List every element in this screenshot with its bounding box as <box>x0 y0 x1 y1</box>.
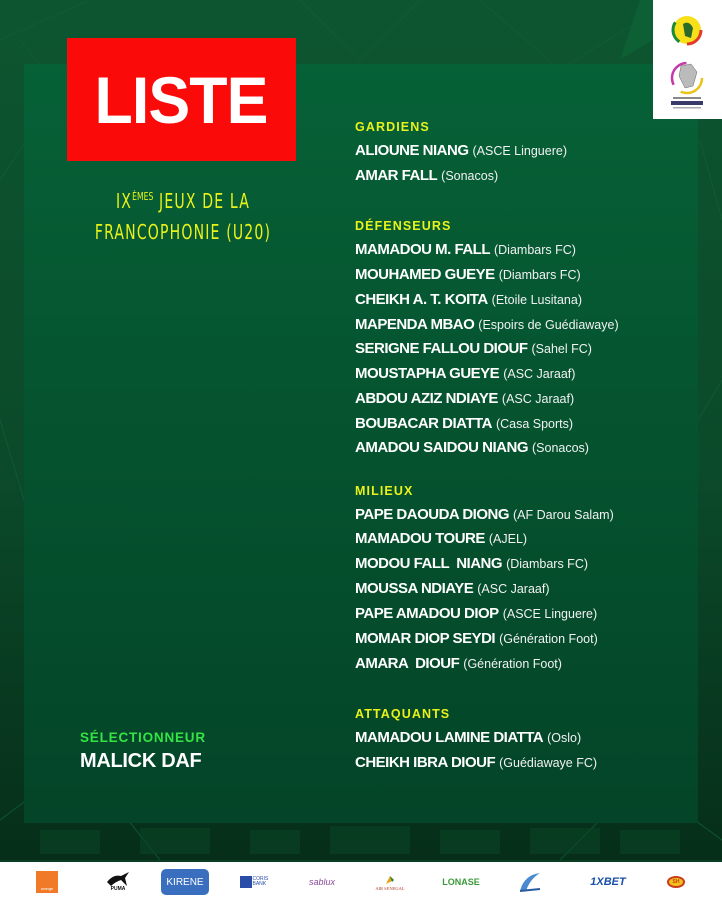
page-title: LISTE <box>95 62 268 137</box>
player-row: CHEIKH IBRA DIOUF (Guédiawaye FC) <box>355 754 598 771</box>
section-title-gardiens: GARDIENS <box>355 120 430 134</box>
player-row: MOMAR DIOP SEYDI (Génération Foot) <box>355 630 598 647</box>
player-row: MOUSSA NDIAYE (ASC Jaraaf) <box>355 580 550 597</box>
section-title-attaquants: ATTAQUANTS <box>355 707 451 721</box>
player-row: BOUBACAR DIATTA (Casa Sports) <box>355 415 574 432</box>
title-banner <box>67 38 296 161</box>
player-row: MAMADOU M. FALL (Diambars FC) <box>355 241 576 258</box>
player-row: SERIGNE FALLOU DIOUF (Sahel FC) <box>355 340 592 357</box>
player-row: MOUHAMED GUEYE (Diambars FC) <box>355 266 581 283</box>
sponsor-orange-logo-icon: orange <box>33 862 61 900</box>
sponsor-sh-logo-icon: SH <box>663 862 689 900</box>
kinshasa-2023-logo-icon <box>671 63 703 109</box>
player-row: MODOU FALL NIANG (Diambars FC) <box>355 555 589 572</box>
player-row: MAMADOU LAMINE DIATTA (Oslo) <box>355 729 582 746</box>
player-row: PAPE DAOUDA DIONG (AF Darou Salam) <box>355 506 614 523</box>
sponsor-air-senegal-logo-icon: AIR SENEGAL <box>370 862 410 900</box>
player-row: ABDOU AZIZ NDIAYE (ASC Jaraaf) <box>355 390 575 407</box>
event-title-line-1: IXÈMES JEUX DE LA <box>115 189 250 213</box>
player-row: MAPENDA MBAO (Espoirs de Guédiawaye) <box>355 316 619 333</box>
section-title-defenseurs: DÉFENSEURS <box>355 219 452 233</box>
sponsor-puma-logo-icon: PUMA <box>100 862 136 900</box>
logo-panel <box>653 0 722 119</box>
player-row: ALIOUNE NIANG (ASCE Linguere) <box>355 142 567 159</box>
sponsor-blue-wing-logo-icon <box>516 862 544 900</box>
section-title-milieux: MILIEUX <box>355 484 414 498</box>
sponsor-bar <box>0 860 722 900</box>
player-row: CHEIKH A. T. KOITA (Etoile Lusitana) <box>355 291 582 308</box>
event-title-line-2: FRANCOPHONIE (U20) <box>94 220 272 244</box>
sponsor-1xbet-logo-icon: 1XBET <box>590 876 626 888</box>
player-row: MOUSTAPHA GUEYE (ASC Jaraaf) <box>355 365 576 382</box>
event-title <box>87 181 279 248</box>
sponsor-sablux-logo-icon: sablux <box>308 877 335 887</box>
player-row: PAPE AMADOU DIOP (ASCE Linguere) <box>355 605 598 622</box>
sponsor-kirene-logo-icon: KIRENE <box>160 862 210 900</box>
coach-name: MALICK DAF <box>80 750 202 772</box>
senegal-federation-logo-icon <box>673 16 701 44</box>
player-row: AMAR FALL (Sonacos) <box>355 167 499 184</box>
federation-logos <box>653 0 722 119</box>
coach-label: SÉLECTIONNEUR <box>80 730 206 745</box>
player-row: AMARA DIOUF (Génération Foot) <box>355 655 562 672</box>
sponsor-lonase-logo-icon: LONASE <box>442 877 480 887</box>
player-row: AMADOU SAIDOU NIANG (Sonacos) <box>355 439 589 456</box>
sponsor-coris-bank-logo-icon: CORIS BANK <box>236 862 272 900</box>
player-row: MAMADOU TOURE (AJEL) <box>355 530 528 547</box>
